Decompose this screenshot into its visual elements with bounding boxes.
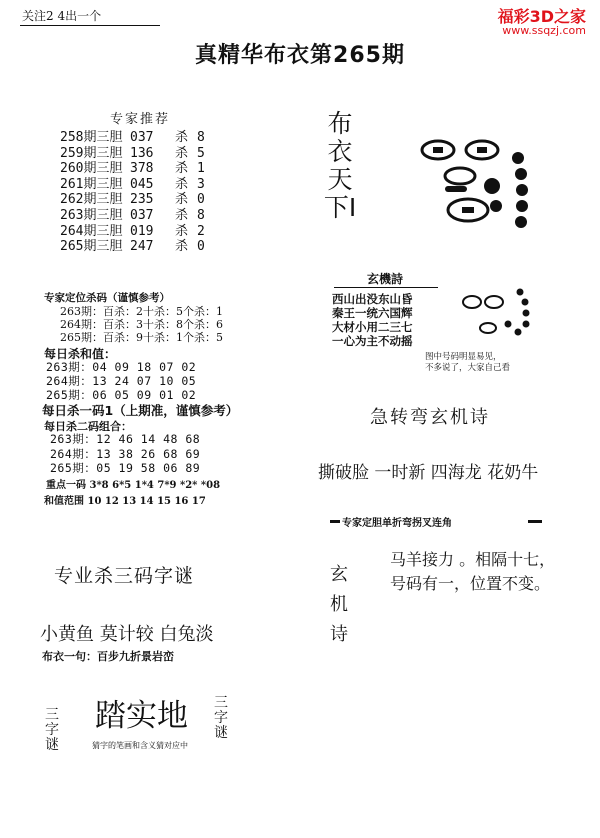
expert-row bbox=[60, 177, 205, 193]
right-riddle-line: 马羊接力 。相隔十七， bbox=[390, 550, 556, 569]
poem-title: 玄機詩 bbox=[366, 272, 403, 286]
expert-kill-value: 0 bbox=[197, 239, 205, 255]
xuanji-vertical-label: 玄机诗 bbox=[330, 564, 348, 645]
riddle-side-label-left: 三字谜 bbox=[45, 707, 59, 753]
divider-left bbox=[330, 520, 340, 523]
expert-dingdan-line: 专家定胆单折弯拐叉连角 bbox=[342, 518, 452, 529]
poem-box bbox=[328, 270, 442, 352]
riddle-big-word: 踏实地 bbox=[95, 698, 188, 734]
expert-row bbox=[60, 146, 205, 162]
position-kill-row: 264期：百杀：3十杀：8个杀：6 bbox=[60, 318, 223, 331]
buyi-vertical-title: 布衣天下I bbox=[323, 109, 357, 222]
expert-kill-value: 8 bbox=[197, 130, 205, 145]
expert-row bbox=[60, 208, 205, 224]
diagram-caption-line: 图中号码明显易见， bbox=[425, 352, 502, 362]
expert-kill-value: 1 bbox=[197, 161, 205, 177]
expert-period: 260期三胆 bbox=[60, 161, 123, 177]
site-url-watermark: www.ssqzj.com bbox=[502, 24, 586, 37]
expert-row bbox=[60, 130, 205, 146]
urgent-poem-title: 急转弯玄机诗 bbox=[370, 407, 490, 428]
position-kill-title: 专家定位杀码（谨慎参考） bbox=[44, 292, 170, 304]
expert-row bbox=[60, 239, 205, 255]
expert-kill-value: 3 bbox=[197, 176, 205, 192]
divider-right bbox=[528, 520, 542, 523]
expert-kill-value: 5 bbox=[197, 145, 205, 161]
header-underline bbox=[20, 25, 160, 26]
expert-nums: 037 bbox=[130, 207, 154, 223]
header-note: 关注2 4出一个 bbox=[22, 9, 102, 23]
expert-nums: 378 bbox=[130, 161, 154, 177]
daily-kill-two-title: 每日杀二码组合： bbox=[44, 420, 132, 433]
position-kill-list bbox=[60, 305, 223, 344]
poem-line: 大材小用二三七 bbox=[332, 320, 413, 334]
expert-nums: 247 bbox=[130, 239, 154, 255]
daily-sum-row: 263期：04 09 18 07 02 bbox=[46, 360, 197, 374]
expert-kill-value: 2 bbox=[197, 223, 205, 239]
kill-word: 杀 bbox=[175, 161, 189, 177]
daily-kill-two-row: 265期：05 19 58 06 89 bbox=[50, 461, 201, 475]
riddle-small-note: 猜字的笔画和含义猜对应中 bbox=[92, 741, 188, 750]
kill-word: 杀 bbox=[175, 239, 189, 255]
coin-diagram-small bbox=[458, 282, 550, 352]
kill-word: 杀 bbox=[175, 223, 189, 239]
expert-period: 258期三胆 bbox=[60, 130, 123, 145]
expert-nums: 045 bbox=[130, 176, 154, 192]
poem-line: 一心为主不动摇 bbox=[332, 334, 413, 348]
expert-nums: 136 bbox=[130, 145, 154, 161]
kill-word: 杀 bbox=[175, 130, 189, 145]
page-title: 真精华布衣第265期 bbox=[195, 43, 405, 68]
expert-period: 264期三胆 bbox=[60, 223, 123, 239]
right-riddle-line: 号码有一，位置不变。 bbox=[390, 574, 551, 593]
expert-kill-value: 0 bbox=[197, 192, 205, 208]
buyi-line: 布衣一句：百步九折景岩峦 bbox=[42, 650, 174, 663]
poem-line: 西山出没东山昏 bbox=[332, 292, 413, 306]
kill-word: 杀 bbox=[175, 145, 189, 161]
expert-row bbox=[60, 161, 205, 177]
expert-period: 265期三胆 bbox=[60, 239, 123, 255]
expert-period: 262期三胆 bbox=[60, 192, 123, 208]
right-riddle bbox=[390, 548, 555, 596]
expert-period: 261期三胆 bbox=[60, 176, 123, 192]
daily-sum-title: 每日杀和值： bbox=[44, 347, 117, 361]
poem-title-underline bbox=[334, 287, 438, 288]
expert-nums: 235 bbox=[130, 192, 154, 208]
kill-word: 杀 bbox=[175, 207, 189, 223]
sum-range-line: 和值范围 10 12 13 14 15 16 17 bbox=[44, 496, 206, 507]
kill-word: 杀 bbox=[175, 192, 189, 208]
daily-kill-two-row: 263期：12 46 14 48 68 bbox=[50, 432, 201, 446]
phrase-line: 撕破脸 一时新 四海龙 花奶牛 bbox=[318, 463, 539, 483]
position-kill-row: 265期：百杀：9十杀：1个杀：5 bbox=[60, 331, 223, 344]
daily-sum-list bbox=[46, 360, 196, 402]
daily-kill-two-list bbox=[50, 432, 200, 476]
expert-row bbox=[60, 224, 205, 240]
daily-kill-one: 每日杀一码1（上期准，谨慎参考） bbox=[42, 403, 239, 418]
riddle-words: 小黄鱼 莫计较 白兔淡 bbox=[40, 624, 214, 645]
riddle-side-label-right: 三字谜 bbox=[214, 695, 228, 741]
expert-period: 263期三胆 bbox=[60, 207, 123, 223]
position-kill-row: 263期：百杀：2十杀：5个杀：1 bbox=[60, 305, 223, 318]
daily-kill-two-row: 264期：13 38 26 68 69 bbox=[50, 446, 201, 461]
expert-period: 259期三胆 bbox=[60, 145, 123, 161]
daily-sum-row: 265期：06 05 09 01 02 bbox=[46, 388, 197, 402]
expert-kill-value: 8 bbox=[197, 207, 205, 223]
site-name-watermark: 福彩3D之家 bbox=[497, 7, 586, 26]
kill-word: 杀 bbox=[175, 176, 189, 192]
expert-section-title: 专家推荐 bbox=[110, 112, 171, 127]
key-number-line: 重点一码 3*8 6*5 1*4 7*9 *2* *08 bbox=[46, 480, 221, 491]
riddle-title: 专业杀三码字谜 bbox=[54, 565, 195, 587]
diagram-caption-line: 不多说了，大家自己看 bbox=[425, 363, 511, 373]
expert-list bbox=[60, 130, 205, 255]
poem-line: 秦王一统六国辉 bbox=[332, 306, 413, 320]
poem-lines bbox=[332, 292, 413, 348]
expert-nums: 019 bbox=[130, 223, 154, 239]
daily-sum-row: 264期：13 24 07 10 05 bbox=[46, 374, 197, 388]
coin-diagram-top bbox=[400, 128, 545, 238]
expert-row bbox=[60, 192, 205, 208]
diagram-caption bbox=[425, 352, 510, 374]
expert-nums: 037 bbox=[130, 130, 154, 145]
